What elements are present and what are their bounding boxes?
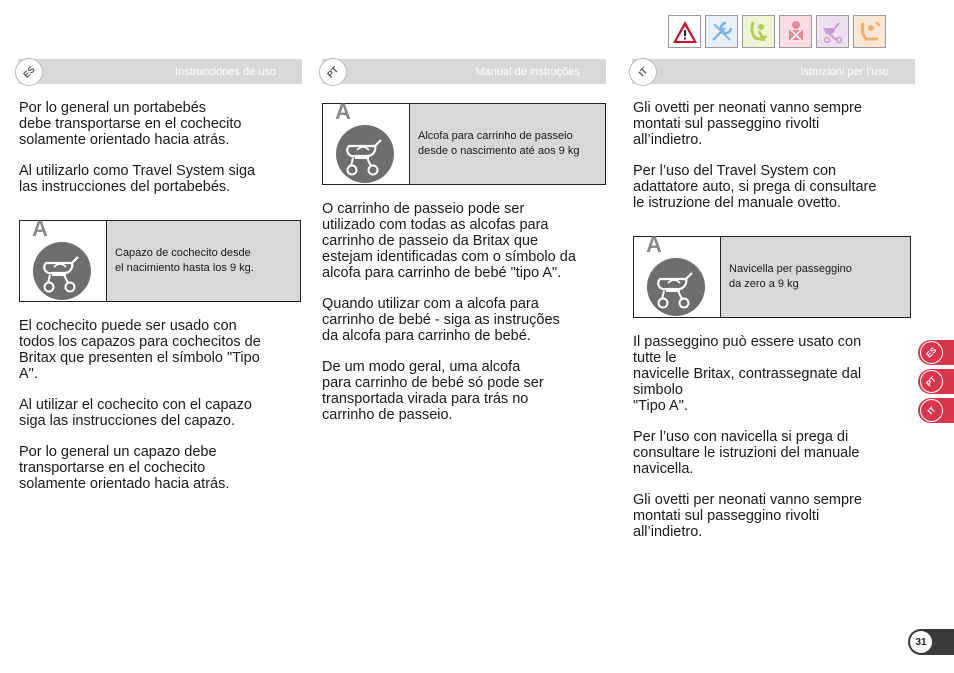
tools-icon: [705, 15, 738, 48]
stroller-symbol-icon: [646, 257, 706, 317]
child-seat-icon: [742, 15, 775, 48]
stroller-symbol-icon: [32, 241, 92, 301]
section-title-it: Istruzioni per l’uso: [800, 66, 889, 78]
symbol-description-panel: [721, 237, 910, 317]
paragraph-it-after-0: Il passeggino può essere usato con tutte le navicelle Britax, contrassegnate dal simbolo "Tipo A".: [633, 334, 862, 414]
column-pt: [322, 99, 606, 438]
side-tab-pt: [918, 369, 954, 394]
language-badge-it: IT: [629, 58, 657, 86]
language-badge-pt: PT: [319, 58, 347, 86]
paragraph-it-after-1: Per l’uso con navicella si prega di consultare le istruzioni del manuale navicella.: [633, 429, 860, 477]
symbol-description-panel: [410, 104, 605, 184]
type-a-symbol-box-es: [19, 216, 301, 302]
page-number: 31: [910, 631, 932, 653]
paragraph-es-after-2: Por lo general un capazo debe transportarse en el cochecito solamente orientado hacia atrás.: [19, 444, 230, 492]
symbol-graphic: [20, 216, 107, 301]
type-a-symbol-box-it: [633, 232, 911, 318]
category-icon-bar: [668, 15, 886, 48]
page-number-tab: [908, 629, 954, 655]
section-header-es: [18, 59, 302, 84]
symbol-description: Navicella per passeggino da zero a 9 kg: [729, 263, 852, 290]
paragraph-es-after-0: El cochecito puede ser usado con todos los capazos para cochecitos de Britax que presenten el símbolo "Tipo A".: [19, 318, 261, 382]
section-title-es: Instrucciones de uso: [175, 66, 276, 78]
language-side-tabs: [918, 340, 954, 427]
symbol-graphic: [323, 99, 410, 184]
stroller-symbol-icon: [335, 124, 395, 184]
paragraph-pt-after-2: De um modo geral, uma alcofa para carrinho de bebé só pode ser transportada virada para trás no carrinho de passeio.: [322, 359, 544, 423]
paragraph-pt-after-0: O carrinho de passeio pode ser utilizado com todas as alcofas para carrinho de passeio da Britax que estejam identificadas com o símbolo da alcofa para carrinho de bebé "tipo A".: [322, 201, 576, 281]
column-es: [19, 100, 301, 507]
paragraph-es-before-1: Al utilizarlo como Travel System siga las instrucciones del portabebés.: [19, 163, 256, 195]
column-it: [633, 100, 911, 555]
section-header-it: [632, 59, 915, 84]
side-tab-es: [918, 340, 954, 365]
warning-triangle-icon: [668, 15, 701, 48]
stroller-fold-icon: [816, 15, 849, 48]
side-tab-badge: IT: [920, 399, 943, 422]
section-header-pt: [322, 59, 606, 84]
type-letter: A: [335, 99, 351, 124]
car-seat-icon: [853, 15, 886, 48]
side-tab-it: [918, 398, 954, 423]
side-tab-badge: PT: [920, 370, 943, 393]
paragraph-es-after-1: Al utilizar el cochecito con el capazo siga las instrucciones del capazo.: [19, 397, 252, 429]
baby-harness-icon: [779, 15, 812, 48]
paragraph-it-before-0: Gli ovetti per neonati vanno sempre montati sul passeggino rivolti all’indietro.: [633, 100, 862, 148]
type-letter: A: [32, 216, 48, 241]
type-a-symbol-box-pt: [322, 99, 606, 185]
symbol-graphic: [634, 232, 721, 317]
paragraph-es-before-0: Por lo general un portabebés debe transportarse en el cochecito solamente orientado hacia atrás.: [19, 100, 242, 148]
type-letter: A: [646, 232, 662, 257]
paragraph-it-before-1: Per l’uso del Travel System con adattatore auto, si prega di consultare le istruzione del manuale ovetto.: [633, 163, 877, 211]
section-title-pt: Manual de instruções: [475, 66, 580, 78]
side-tab-badge: ES: [920, 341, 943, 364]
symbol-description: Capazo de cochecito desde el nacimiento hasta los 9 kg.: [115, 247, 254, 274]
paragraph-pt-after-1: Quando utilizar com a alcofa para carrinho de bebé - siga as instruções da alcofa para carrinho de bebé.: [322, 296, 560, 344]
symbol-description: Alcofa para carrinho de passeio desde o nascimento até aos 9 kg: [418, 130, 580, 157]
language-badge-es: ES: [15, 58, 43, 86]
symbol-description-panel: [107, 221, 300, 301]
paragraph-it-after-2: Gli ovetti per neonati vanno sempre montati sul passeggino rivolti all’indietro.: [633, 492, 862, 540]
